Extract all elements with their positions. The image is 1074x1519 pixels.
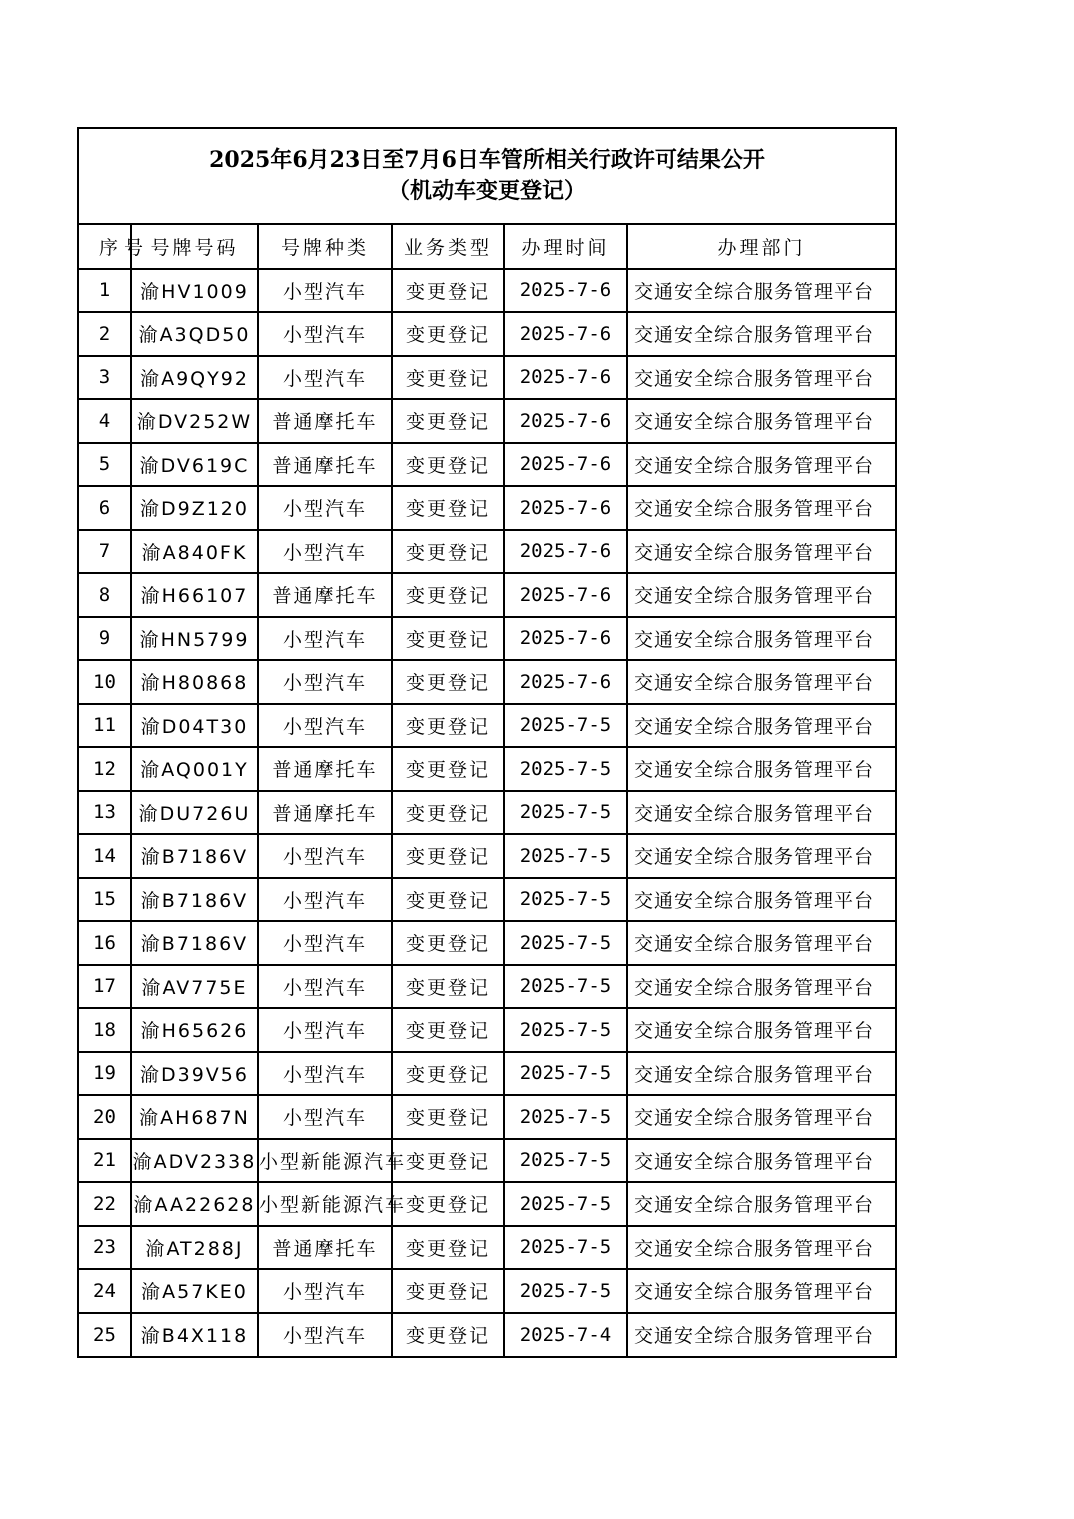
row-plate-type-cell: 小型汽车: [258, 1052, 392, 1096]
table-row: [79, 486, 895, 530]
row-seq-cell: 9: [79, 617, 131, 661]
row-date-cell: 2025-7-6: [504, 660, 627, 704]
row-business-cell: 变更登记: [392, 530, 504, 574]
row-date-cell: 2025-7-5: [504, 1008, 627, 1052]
row-dept-cell: 交通安全综合服务管理平台: [627, 269, 895, 313]
row-date-cell: 2025-7-5: [504, 1139, 627, 1183]
row-date-cell: 2025-7-6: [504, 399, 627, 443]
row-plate-cell: 渝ADV2338: [131, 1139, 258, 1183]
row-dept-cell: 交通安全综合服务管理平台: [627, 965, 895, 1009]
column-header-business: 业务类型: [392, 225, 504, 269]
row-plate-cell: 渝DV252W: [131, 399, 258, 443]
row-plate-cell: 渝HV1009: [131, 269, 258, 313]
row-business-cell: 变更登记: [392, 356, 504, 400]
row-plate-type-cell: 小型汽车: [258, 486, 392, 530]
row-business-cell: 变更登记: [392, 1226, 504, 1270]
row-plate-type-cell: 小型汽车: [258, 1313, 392, 1357]
row-business-cell: 变更登记: [392, 312, 504, 356]
results-table: [79, 225, 895, 1356]
row-business-cell: 变更登记: [392, 486, 504, 530]
row-seq-cell: 5: [79, 443, 131, 487]
row-business-cell: 变更登记: [392, 747, 504, 791]
row-dept-cell: 交通安全综合服务管理平台: [627, 660, 895, 704]
row-business-cell: 变更登记: [392, 704, 504, 748]
row-plate-type-cell: 普通摩托车: [258, 791, 392, 835]
row-plate-type-cell: 小型汽车: [258, 834, 392, 878]
row-dept-cell: 交通安全综合服务管理平台: [627, 1052, 895, 1096]
row-business-cell: 变更登记: [392, 1182, 504, 1226]
row-business-cell: 变更登记: [392, 1313, 504, 1357]
row-dept-cell: 交通安全综合服务管理平台: [627, 878, 895, 922]
row-business-cell: 变更登记: [392, 443, 504, 487]
document-sheet: [77, 127, 897, 1358]
row-plate-cell: 渝AT288J: [131, 1226, 258, 1270]
row-dept-cell: 交通安全综合服务管理平台: [627, 1269, 895, 1313]
row-plate-cell: 渝A9QY92: [131, 356, 258, 400]
table-row: [79, 1095, 895, 1139]
row-plate-type-cell: 小型汽车: [258, 269, 392, 313]
row-date-cell: 2025-7-5: [504, 878, 627, 922]
row-plate-cell: 渝AQ001Y: [131, 747, 258, 791]
row-dept-cell: 交通安全综合服务管理平台: [627, 399, 895, 443]
table-row: [79, 878, 895, 922]
row-date-cell: 2025-7-4: [504, 1313, 627, 1357]
row-plate-cell: 渝A3QD50: [131, 312, 258, 356]
row-business-cell: 变更登记: [392, 617, 504, 661]
row-plate-type-cell: 小型汽车: [258, 530, 392, 574]
row-dept-cell: 交通安全综合服务管理平台: [634, 1325, 875, 1348]
row-business-cell: 变更登记: [392, 1269, 504, 1313]
table-row: [79, 1182, 895, 1226]
table-row: [79, 312, 895, 356]
row-business-cell: 变更登记: [392, 1095, 504, 1139]
row-plate-cell: 渝B7186V: [131, 921, 258, 965]
table-row: [79, 1226, 895, 1270]
row-seq-cell: 12: [79, 747, 131, 791]
column-header-plate: 号牌号码: [131, 225, 258, 269]
table-row: [79, 921, 895, 965]
table-row: [79, 530, 895, 574]
header-row: [79, 225, 895, 269]
row-seq-cell: 18: [79, 1008, 131, 1052]
row-dept-cell: 交通安全综合服务管理平台: [627, 921, 895, 965]
row-date-cell: 2025-7-6: [504, 617, 627, 661]
row-plate-type-cell: 普通摩托车: [258, 443, 392, 487]
row-date-cell: 2025-7-5: [504, 1226, 627, 1270]
row-business-cell: 变更登记: [392, 660, 504, 704]
row-dept-cell: 交通安全综合服务管理平台: [627, 1139, 895, 1183]
title-line-1: 2025年6月23日至7月6日车管所相关行政许可结果公开: [209, 147, 765, 173]
row-plate-type-cell: 小型新能源汽车: [258, 1139, 392, 1183]
row-plate-cell: 渝D04T30: [131, 704, 258, 748]
row-plate-type-cell: 普通摩托车: [258, 399, 392, 443]
row-seq-cell: 10: [79, 660, 131, 704]
row-business-cell: 变更登记: [392, 399, 504, 443]
row-date-cell: 2025-7-5: [504, 1052, 627, 1096]
row-dept-cell: 交通安全综合服务管理平台: [627, 791, 895, 835]
row-plate-type-cell: 普通摩托车: [258, 1226, 392, 1270]
row-date-cell: 2025-7-6: [504, 269, 627, 313]
table-row: [79, 1139, 895, 1183]
table-row: [79, 660, 895, 704]
row-date-cell: 2025-7-5: [504, 921, 627, 965]
table-row: [79, 834, 895, 878]
row-seq-cell: 7: [79, 530, 131, 574]
row-business-cell: 变更登记: [392, 269, 504, 313]
row-plate-cell: 渝DU726U: [131, 791, 258, 835]
row-plate-cell: 渝HN5799: [131, 617, 258, 661]
row-business-cell: 变更登记: [392, 921, 504, 965]
row-plate-type-cell: 小型汽车: [258, 965, 392, 1009]
table-row: [79, 965, 895, 1009]
row-seq-cell: 16: [79, 921, 131, 965]
row-date-cell: 2025-7-5: [504, 747, 627, 791]
column-header-plate-type: 号牌种类: [258, 225, 392, 269]
table-body: [79, 269, 895, 1357]
row-dept-cell: 交通安全综合服务管理平台: [627, 747, 895, 791]
row-plate-type-cell: 普通摩托车: [258, 573, 392, 617]
row-date-cell: 2025-7-5: [504, 965, 627, 1009]
row-dept-cell: 交通安全综合服务管理平台: [627, 704, 895, 748]
row-dept-cell: 交通安全综合服务管理平台: [627, 1008, 895, 1052]
row-plate-cell: 渝H65626: [131, 1008, 258, 1052]
row-seq-cell: 21: [79, 1139, 131, 1183]
row-date-cell: 2025-7-5: [504, 791, 627, 835]
row-dept-cell: 交通安全综合服务管理平台: [627, 356, 895, 400]
row-date-cell: 2025-7-6: [504, 530, 627, 574]
row-plate-cell: 渝H66107: [131, 573, 258, 617]
row-date-cell: 2025-7-5: [504, 1095, 627, 1139]
table-row: [79, 747, 895, 791]
row-plate-type-cell: 小型汽车: [258, 617, 392, 661]
row-plate-cell: 渝D39V56: [131, 1052, 258, 1096]
row-seq-cell: 8: [79, 573, 131, 617]
table-row: [79, 399, 895, 443]
row-business-cell: 变更登记: [392, 1139, 504, 1183]
row-seq-cell: 24: [79, 1269, 131, 1313]
column-header-date: 办理时间: [504, 225, 627, 269]
row-date-cell: 2025-7-6: [504, 312, 627, 356]
column-header-seq: 序号: [79, 225, 131, 269]
row-dept-cell: 交通安全综合服务管理平台: [627, 486, 895, 530]
table-row: [79, 269, 895, 313]
row-plate-cell: 渝D9Z120: [131, 486, 258, 530]
row-seq-cell: 25: [79, 1313, 131, 1357]
row-dept-cell: 交通安全综合服务管理平台: [627, 312, 895, 356]
row-business-cell: 变更登记: [392, 1008, 504, 1052]
row-seq-cell: 15: [79, 878, 131, 922]
row-seq-cell: 1: [79, 269, 131, 313]
row-plate-type-cell: 小型汽车: [258, 878, 392, 922]
table-row: [79, 617, 895, 661]
table-row: [79, 443, 895, 487]
row-seq-cell: 3: [79, 356, 131, 400]
row-seq-cell: 20: [79, 1095, 131, 1139]
row-plate-cell: 渝B4X118: [131, 1313, 258, 1357]
row-business-cell: 变更登记: [392, 1052, 504, 1096]
row-date-cell: 2025-7-5: [504, 834, 627, 878]
row-plate-type-cell: 小型汽车: [258, 1269, 392, 1313]
row-date-cell: 2025-7-5: [504, 704, 627, 748]
row-seq-cell: 23: [79, 1226, 131, 1270]
row-seq-cell: 11: [79, 704, 131, 748]
row-date-cell: 2025-7-6: [504, 356, 627, 400]
row-business-cell: 变更登记: [392, 791, 504, 835]
row-plate-type-cell: 小型汽车: [258, 356, 392, 400]
row-seq-cell: 13: [79, 791, 131, 835]
row-dept-cell: 交通安全综合服务管理平台: [627, 530, 895, 574]
row-plate-cell: 渝H80868: [131, 660, 258, 704]
row-plate-cell: 渝A840FK: [131, 530, 258, 574]
row-date-cell: 2025-7-5: [504, 1182, 627, 1226]
row-plate-type-cell: 小型汽车: [258, 704, 392, 748]
row-business-cell: 变更登记: [392, 965, 504, 1009]
row-plate-type-cell: 普通摩托车: [258, 747, 392, 791]
row-business-cell: 变更登记: [392, 573, 504, 617]
row-plate-type-cell: 小型汽车: [258, 921, 392, 965]
row-plate-type-cell: 小型汽车: [258, 1008, 392, 1052]
row-plate-cell: 渝B7186V: [131, 834, 258, 878]
row-seq-cell: 4: [79, 399, 131, 443]
row-date-cell: 2025-7-5: [504, 1269, 627, 1313]
row-dept-cell: 交通安全综合服务管理平台: [627, 573, 895, 617]
row-business-cell: 变更登记: [392, 834, 504, 878]
table-row: [79, 1269, 895, 1313]
table-row: [79, 1052, 895, 1096]
row-dept-cell: 交通安全综合服务管理平台: [627, 1182, 895, 1226]
table-row: [79, 1313, 895, 1357]
table-row: [79, 1008, 895, 1052]
row-dept-cell: 交通安全综合服务管理平台: [627, 1095, 895, 1139]
row-plate-type-cell: 小型汽车: [258, 660, 392, 704]
row-plate-cell: 渝AH687N: [131, 1095, 258, 1139]
row-date-cell: 2025-7-6: [504, 486, 627, 530]
row-plate-cell: 渝A57KE0: [131, 1269, 258, 1313]
row-seq-cell: 14: [79, 834, 131, 878]
column-header-dept: 办理部门: [627, 225, 895, 269]
table-row: [79, 356, 895, 400]
table-row: [79, 704, 895, 748]
row-dept-cell: 交通安全综合服务管理平台: [627, 443, 895, 487]
row-plate-type-cell: 小型汽车: [258, 312, 392, 356]
row-business-cell: 变更登记: [392, 878, 504, 922]
row-date-cell: 2025-7-6: [504, 443, 627, 487]
row-plate-cell: 渝AA22628: [131, 1182, 258, 1226]
title-line-2: （机动车变更登记）: [387, 178, 586, 204]
row-seq-cell: 19: [79, 1052, 131, 1096]
row-dept-cell: 交通安全综合服务管理平台: [627, 1226, 895, 1270]
row-plate-type-cell: 小型汽车: [258, 1095, 392, 1139]
row-seq-cell: 17: [79, 965, 131, 1009]
title-block: [79, 129, 895, 225]
table-row: [79, 573, 895, 617]
row-plate-cell: 渝B7186V: [131, 878, 258, 922]
row-seq-cell: 2: [79, 312, 131, 356]
row-plate-type-cell: 小型新能源汽车: [258, 1182, 392, 1226]
row-seq-cell: 22: [79, 1182, 131, 1226]
row-date-cell: 2025-7-6: [504, 573, 627, 617]
row-plate-cell: 渝AV775E: [131, 965, 258, 1009]
row-plate-cell: 渝DV619C: [131, 443, 258, 487]
row-dept-cell: 交通安全综合服务管理平台: [627, 617, 895, 661]
table-row: [79, 791, 895, 835]
row-dept-cell: 交通安全综合服务管理平台: [627, 834, 895, 878]
row-seq-cell: 6: [79, 486, 131, 530]
